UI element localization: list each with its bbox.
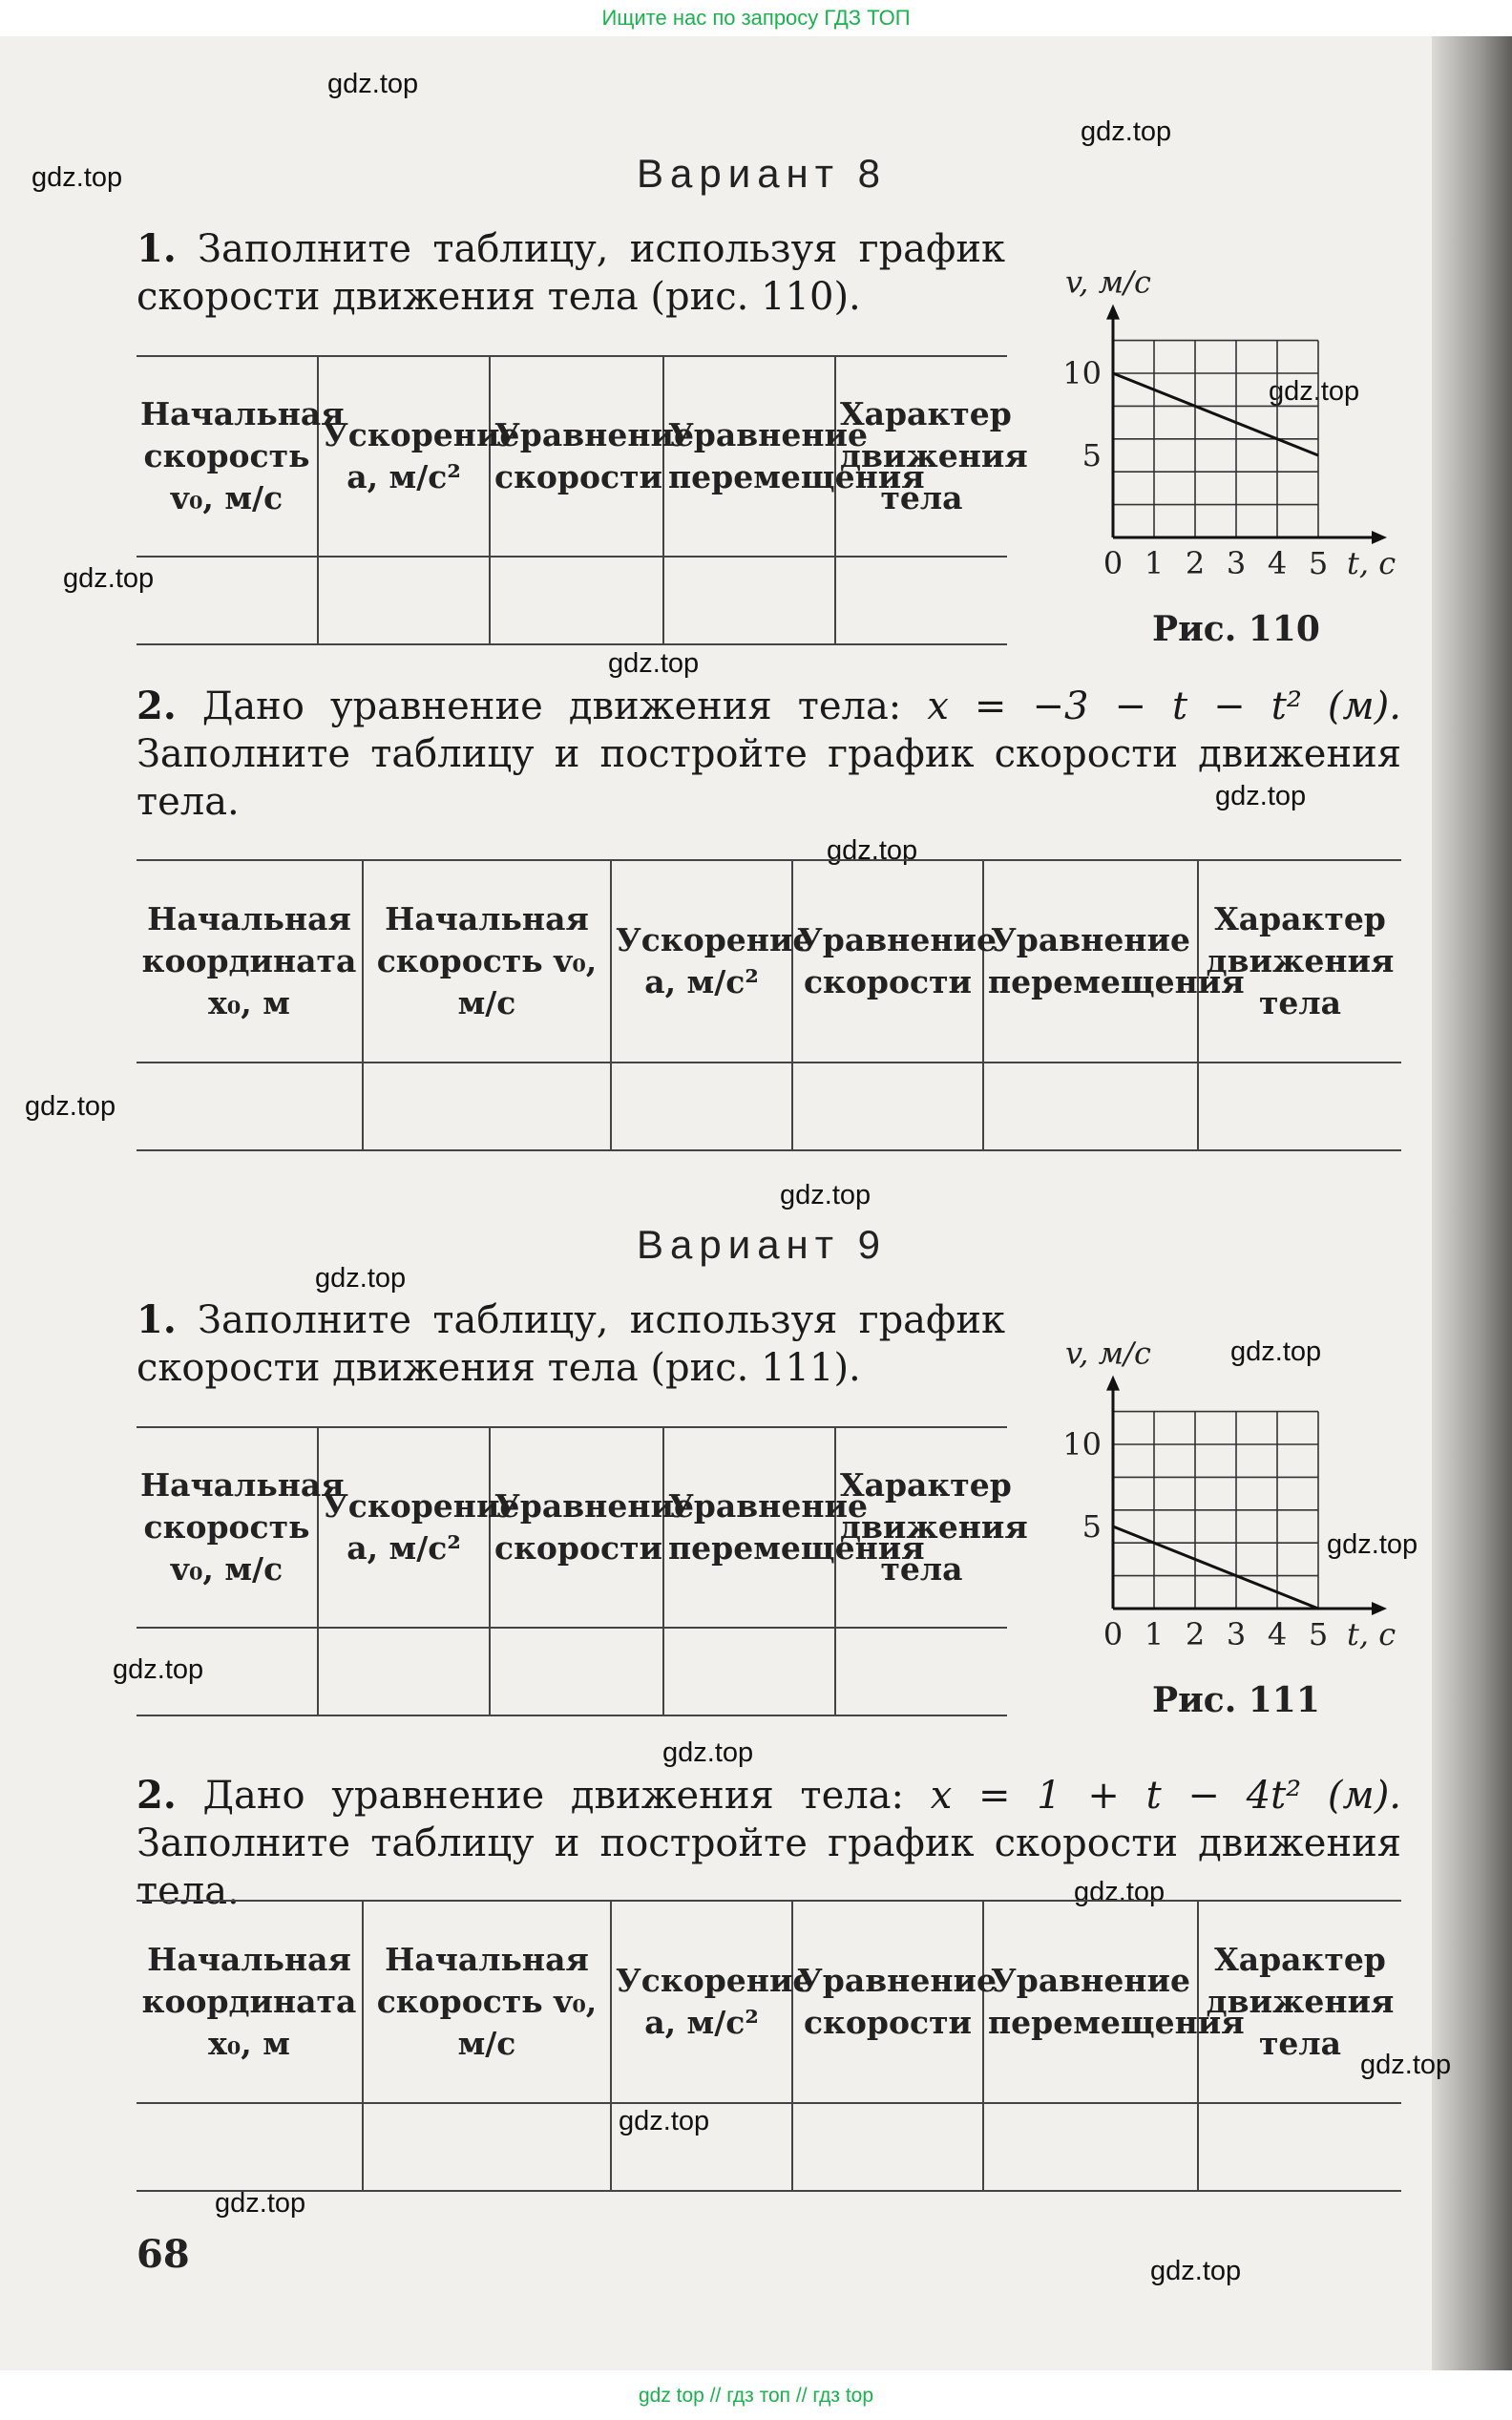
answer-cell[interactable]: [363, 1063, 611, 1150]
answer-cell[interactable]: [490, 557, 663, 644]
header-acceleration: Ускорение a, м/с²: [611, 860, 792, 1063]
watermark: gdz.top: [1081, 116, 1172, 147]
watermark: gdz.top: [1269, 376, 1360, 407]
header-velocity-equation: Уравнение скорости: [490, 356, 663, 557]
x-tick-label: 0: [1102, 545, 1124, 581]
y-axis-arrow: [1106, 1376, 1120, 1391]
header-displacement-equation: Уравнение перемещения: [983, 860, 1198, 1063]
header-initial-coordinate: Начальная координата x₀, м: [136, 860, 363, 1063]
y-tick-label: 5: [1082, 437, 1102, 473]
y-axis-label: v, м/с: [1065, 263, 1151, 301]
v8-task2-text: [136, 683, 1401, 826]
v9-task1-text: [136, 1296, 1005, 1392]
x-tick-label: 2: [1185, 545, 1206, 581]
figure-110-caption: Рис. 110: [1152, 609, 1320, 649]
watermark: gdz.top: [327, 69, 419, 99]
header-displacement-equation: Уравнение перемещения: [663, 356, 835, 557]
watermark: gdz.top: [25, 1091, 116, 1122]
answer-cell[interactable]: [136, 1063, 363, 1150]
x-tick-label: 5: [1308, 1616, 1329, 1652]
answer-cell[interactable]: [983, 2103, 1198, 2191]
variant-9-title: Вариант 9: [637, 1222, 888, 1267]
task-instruction: Заполните таблицу и постройте график скорости движения тела.: [136, 732, 1401, 824]
y-tick-label: 10: [1062, 1426, 1102, 1463]
answer-cell[interactable]: [835, 557, 1007, 644]
answer-cell[interactable]: [611, 2103, 792, 2191]
v8-task1-text: [136, 225, 1005, 321]
y-tick-label: 10: [1062, 355, 1102, 391]
watermark: gdz.top: [1215, 781, 1307, 811]
watermark: gdz.top: [1150, 2256, 1242, 2286]
header-initial-speed: Начальная скорость v₀, м/с: [363, 1901, 611, 2103]
answer-cell[interactable]: [136, 1628, 318, 1715]
motion-equation: x = −3 − t − t² (м).: [927, 684, 1401, 728]
header-velocity-equation: Уравнение скорости: [792, 860, 983, 1063]
task-instruction: Заполните таблицу, используя график скорости движения тела (рис. 110).: [136, 227, 1005, 319]
header-velocity-equation: Уравнение скорости: [792, 1901, 983, 2103]
watermark: gdz.top: [315, 1263, 407, 1294]
watermark: gdz.top: [1074, 1877, 1166, 1907]
watermark: gdz.top: [827, 835, 918, 866]
header-initial-speed: Начальная скорость v₀, м/с: [136, 356, 318, 557]
v9-task2-table: [136, 1900, 1401, 2192]
answer-cell[interactable]: [792, 2103, 983, 2191]
header-initial-speed: Начальная скорость v₀, м/с: [136, 1427, 318, 1628]
header-velocity-equation: Уравнение скорости: [490, 1427, 663, 1628]
header-initial-speed: Начальная скорость v₀, м/с: [363, 860, 611, 1063]
answer-cell[interactable]: [363, 2103, 611, 2191]
x-tick-label: 0: [1102, 1616, 1124, 1652]
y-axis-label: v, м/с: [1065, 1335, 1151, 1372]
watermark: gdz.top: [63, 563, 155, 594]
page-edge-shadow: [1432, 36, 1512, 2370]
answer-cell[interactable]: [136, 2103, 363, 2191]
x-axis-arrow: [1372, 531, 1387, 544]
answer-cell[interactable]: [792, 1063, 983, 1150]
task-number: 1.: [136, 1297, 177, 1342]
watermark: gdz.top: [1360, 2050, 1452, 2080]
x-axis-label: t, с: [1347, 1616, 1396, 1652]
task-number: 1.: [136, 226, 177, 271]
header-motion-type: Характер движения тела: [1198, 860, 1401, 1063]
watermark: gdz.top: [32, 162, 123, 193]
header-displacement-equation: Уравнение перемещения: [983, 1901, 1198, 2103]
task-intro: Дано уравнение движения тела:: [201, 684, 902, 728]
task-intro: Дано уравнение движения тела:: [202, 1774, 904, 1818]
answer-cell[interactable]: [611, 1063, 792, 1150]
watermark: gdz.top: [1230, 1336, 1322, 1367]
velocity-chart-fig110: [1048, 237, 1411, 590]
watermark: gdz.top: [608, 648, 700, 679]
velocity-chart-fig111: [1048, 1308, 1411, 1661]
x-tick-label: 4: [1267, 545, 1288, 581]
x-tick-label: 5: [1308, 545, 1329, 581]
task-number: 2.: [136, 684, 177, 728]
answer-cell[interactable]: [663, 1628, 835, 1715]
answer-cell[interactable]: [136, 557, 318, 644]
header-acceleration: Ускорение a, м/с²: [318, 356, 490, 557]
header-motion-type: Характер движения тела: [835, 356, 1007, 557]
x-tick-label: 3: [1226, 1616, 1247, 1652]
watermark: gdz.top: [619, 2106, 710, 2136]
watermark: gdz.top: [1327, 1529, 1418, 1560]
header-acceleration: Ускорение a, м/с²: [611, 1901, 792, 2103]
v8-task2-table: [136, 859, 1401, 1151]
answer-cell[interactable]: [835, 1628, 1007, 1715]
answer-cell[interactable]: [1198, 2103, 1401, 2191]
x-axis-label: t, с: [1347, 545, 1396, 581]
velocity-line: [1113, 1526, 1318, 1609]
velocity-line: [1113, 373, 1318, 455]
y-axis-arrow: [1106, 305, 1120, 320]
figure-111-caption: Рис. 111: [1152, 1680, 1320, 1720]
answer-cell[interactable]: [490, 1628, 663, 1715]
watermark: gdz.top: [215, 2188, 306, 2219]
answer-cell[interactable]: [983, 1063, 1198, 1150]
answer-cell[interactable]: [1198, 1063, 1401, 1150]
task-instruction: Заполните таблицу, используя график скорости движения тела (рис. 111).: [136, 1298, 1005, 1390]
answer-cell[interactable]: [318, 557, 490, 644]
x-tick-label: 2: [1185, 1616, 1206, 1652]
watermark: gdz.top: [780, 1180, 872, 1210]
x-tick-label: 1: [1144, 545, 1165, 581]
v9-task1-table: [136, 1426, 1028, 1716]
page-number: 68: [136, 2232, 190, 2277]
header-initial-coordinate: Начальная координата x₀, м: [136, 1901, 363, 2103]
motion-equation: x = 1 + t − 4t² (м).: [930, 1774, 1402, 1818]
x-tick-label: 4: [1267, 1616, 1288, 1652]
header-motion-type: Характер движения тела: [835, 1427, 1007, 1628]
watermark: gdz.top: [662, 1737, 754, 1768]
task-instruction: Заполните таблицу и постройте график скорости движения тела.: [136, 1821, 1401, 1913]
v9-task2-text: [136, 1772, 1401, 1915]
answer-cell[interactable]: [318, 1628, 490, 1715]
y-tick-label: 5: [1082, 1508, 1102, 1545]
answer-cell[interactable]: [663, 557, 835, 644]
watermark: gdz.top: [113, 1654, 204, 1685]
variant-8-title: Вариант 8: [637, 151, 888, 196]
header-motion-type: Характер движения тела: [1198, 1901, 1401, 2103]
x-tick-label: 1: [1144, 1616, 1165, 1652]
x-axis-arrow: [1372, 1602, 1387, 1615]
x-tick-label: 3: [1226, 545, 1247, 581]
header-acceleration: Ускорение a, м/с²: [318, 1427, 490, 1628]
top-banner[interactable]: Ищите нас по запросу ГДЗ ТОП: [601, 6, 911, 30]
footer-links[interactable]: gdz top // гдз топ // гдз top: [638, 2385, 874, 2407]
task-number: 2.: [136, 1773, 177, 1818]
v8-task1-table: [136, 355, 1028, 645]
header-displacement-equation: Уравнение перемещения: [663, 1427, 835, 1628]
